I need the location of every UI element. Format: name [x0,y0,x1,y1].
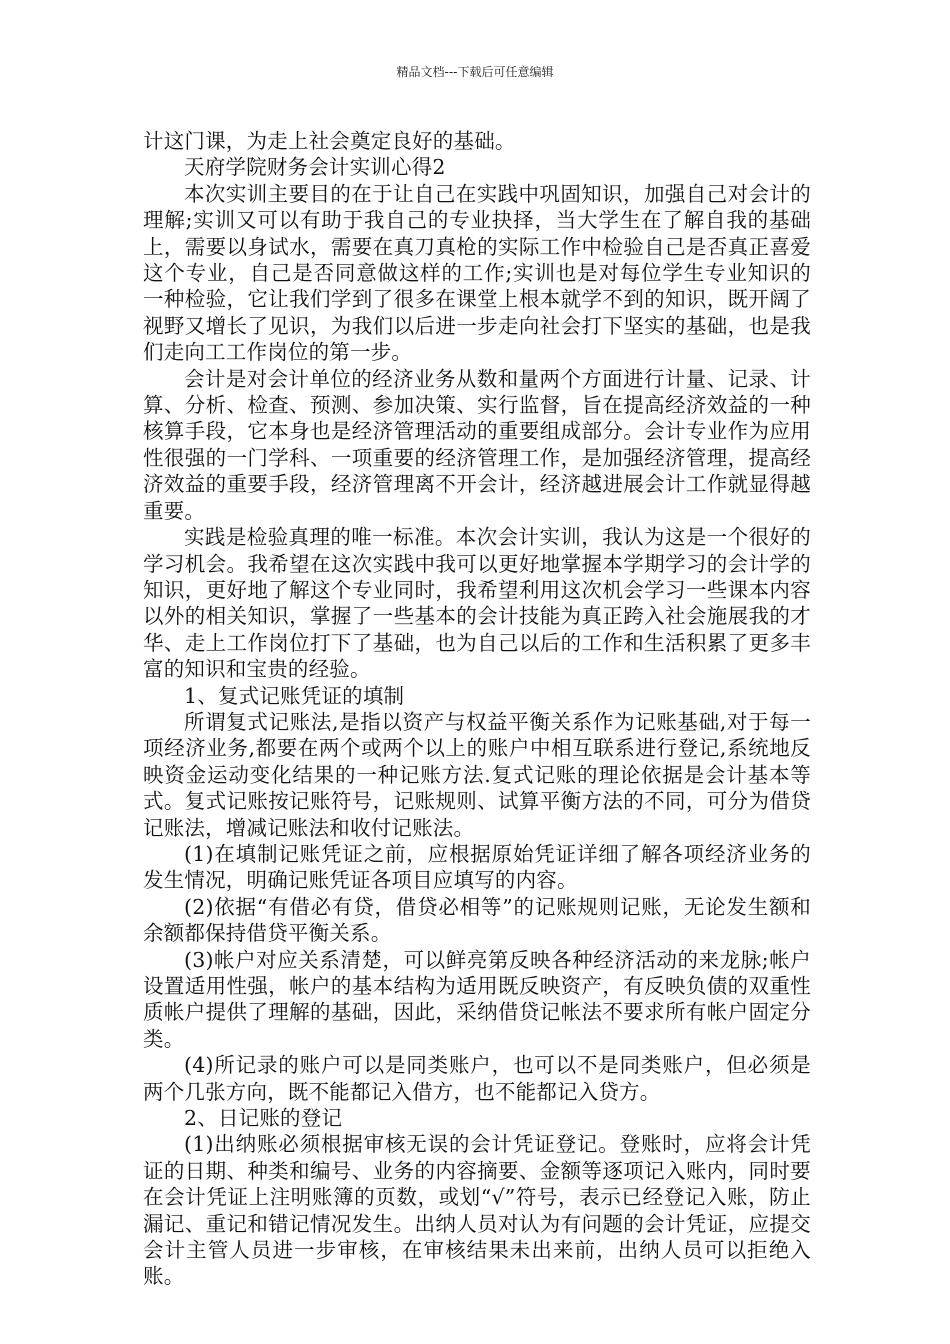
list-item: (2)依据“有借必有贷，借贷必相等”的记账规则记账，无论发生额和余额都保持借贷平衡关系。 [143,894,811,946]
paragraph: 本次实训主要目的在于让自己在实践中巩固知识，加强自己对会计的理解;实训又可以有助于我自己的专业抉择，当大学生在了解自我的基础上，需要以身试水，需要在真刀真枪的实际工作中检验自己是否真正喜爱这个专业，自己是否同意做这样的工作;实训也是对每位学生专业知识的一种检验，它让我们学到了很多在课堂上根本就学不到的知识，既开阔了视野又增长了见识，为我们以后进一步走向社会打下坚实的基础，也是我们走向工工作岗位的第一步。 [143,181,811,365]
list-item: (1)出纳账必须根据审核无误的会计凭证登记。登账时，应将会计凭证的日期、种类和编号、业务的内容摘要、金额等逐项记入账内，同时要在会计凭证上注明账簿的页数，或划“√”符号，表示已经登记入账，防止漏记、重记和错记情况发生。出纳人员对认为有问题的会计凭证，应提交会计主管人员进一步审核，在审核结果未出来前，出纳人员可以拒绝入账。 [143,1132,811,1289]
list-item: (4)所记录的账户可以是同类账户，也可以不是同类账户，但必须是两个几张方向，既不能都记入借方，也不能都记入贷方。 [143,1053,811,1104]
paragraph: 所谓复式记账法,是指以资产与权益平衡关系作为记账基础,对于每一项经济业务,都要在两个或两个以上的账户中相互联系进行登记,系统地反映资金运动变化结果的一种记账方法.复式记账的理论依据是会计基本等式。复式记账按记账符号，记账规则、试算平衡方法的不同，可分为借贷记账法，增减记账法和收付记账法。 [143,709,811,840]
list-item: (3)帐户对应关系清楚，可以鲜亮第反映各种经济活动的来龙脉;帐户设置适用性强，帐户的基本结构为适用既反映资产，有反映负债的双重性质帐户提供了理解的基础，因此，采纳借贷记帐法不要求所有帐户固定分类。 [143,947,811,1051]
document-body [143,128,811,1290]
paragraph: 会计是对会计单位的经济业务从数和量两个方面进行计量、记录、计算、分析、检查、预测、参加决策、实行监督，旨在提高经济效益的一种核算手段，它本身也是经济管理活动的重要组成部分。会计专业作为应用性很强的一门学科、一项重要的经济管理工作，是加强经济管理，提高经济效益的重要手段，经济管理离不开会计，经济越进展会计工作就显得越重要。 [143,366,811,523]
list-item: (1)在填制记账凭证之前，应根据原始凭证详细了解各项经济业务的发生情况，明确记账凭证各项目应填写的内容。 [143,841,811,893]
page-header: 精品文档---下载后可任意编辑 [396,65,554,79]
subheading: 1、复式记账凭证的填制 [184,683,405,708]
subheading: 2、日记账的登记 [184,1106,343,1131]
paragraph-continuation: 计这门课，为走上社会奠定良好的基础。 [143,129,516,153]
section-title: 天府学院财务会计实训心得2 [184,155,446,180]
paragraph: 实践是检验真理的唯一标准。本次会计实训，我认为这是一个很好的学习机会。我希望在这次实践中我可以更好地掌握本学期学习的会计学的知识，更好地了解这个专业同时，我希望利用这次机会学习一些课本内容以外的相关知识，掌握了一些基本的会计技能为真正跨入社会施展我的才华、走上工作岗位打下了基础，也为自己以后的工作和生活积累了更多丰富的知识和宝贵的经验。 [143,525,811,682]
